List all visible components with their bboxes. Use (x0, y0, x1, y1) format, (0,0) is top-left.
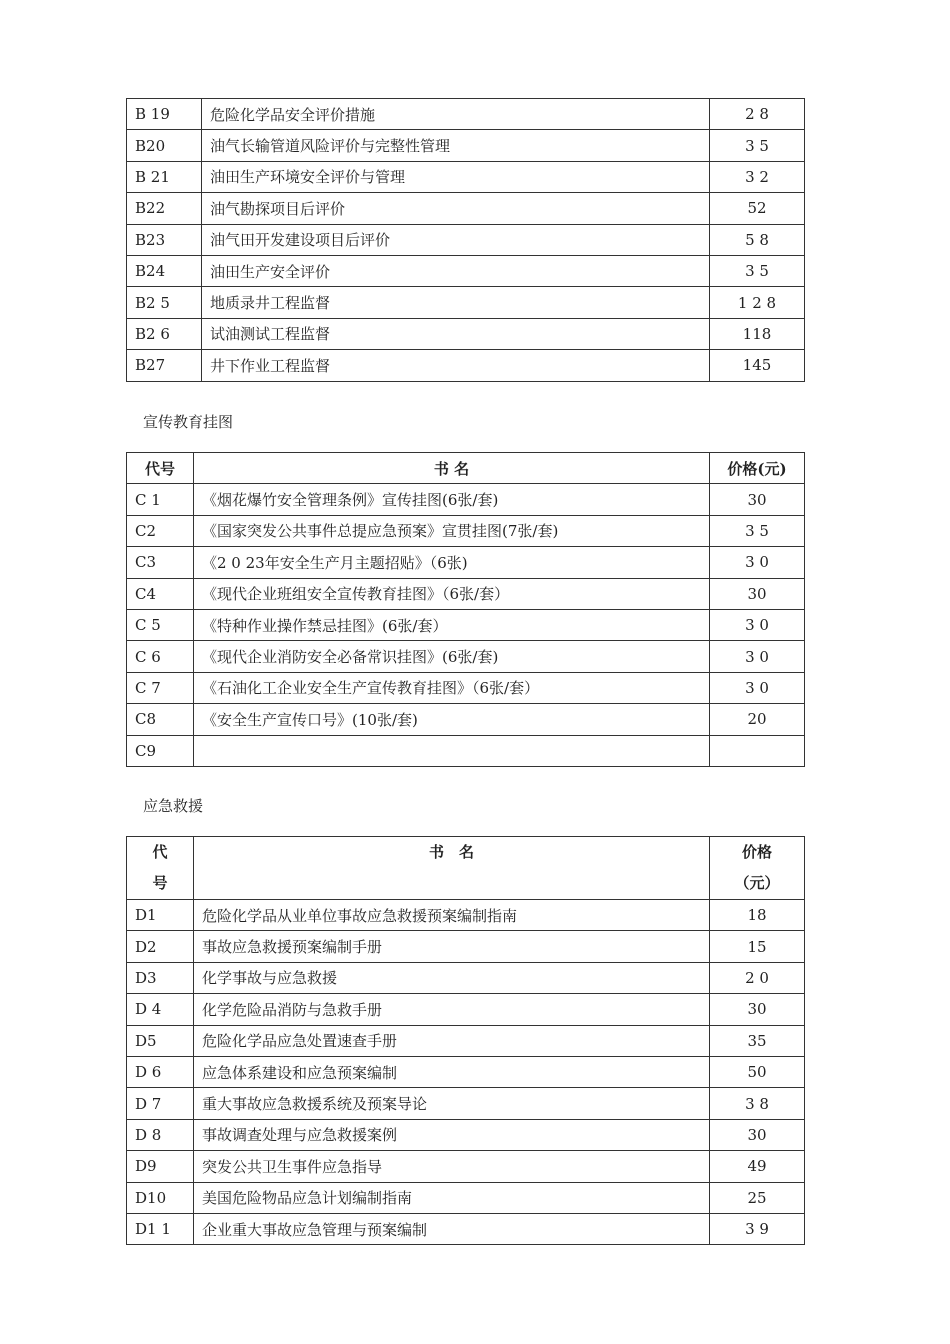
header-name: 书 名 (194, 453, 710, 484)
table-row (127, 900, 805, 931)
title-cell: 危险化学品应急处置速查手册 (194, 1025, 710, 1056)
price-cell: 30 (710, 994, 805, 1025)
code-cell: D 7 (127, 1088, 194, 1119)
code-cell: C8 (127, 704, 194, 735)
price-cell: 18 (710, 900, 805, 931)
price-cell: 3 0 (710, 609, 805, 640)
price-cell: 3 5 (710, 515, 805, 546)
code-cell: D9 (127, 1151, 194, 1182)
title-cell: 试油测试工程监督 (202, 318, 710, 349)
price-cell: 3 5 (710, 255, 805, 286)
code-cell: C 5 (127, 609, 194, 640)
code-cell: C 7 (127, 672, 194, 703)
title-cell: 应急体系建设和应急预案编制 (194, 1056, 710, 1087)
table-header-row (127, 837, 805, 900)
title-cell: 油气长输管道风险评价与完整性管理 (202, 130, 710, 161)
price-cell: 50 (710, 1056, 805, 1087)
table-header-row (127, 453, 805, 484)
title-cell: 《特种作业操作禁忌挂图》(6张/套） (194, 609, 710, 640)
title-cell: 《现代企业消防安全必备常识挂图》(6张/套) (194, 641, 710, 672)
table-row (127, 224, 805, 255)
price-cell: 3 9 (710, 1213, 805, 1244)
table-row (127, 515, 805, 546)
code-cell: D2 (127, 931, 194, 962)
code-cell: D 4 (127, 994, 194, 1025)
code-cell: B20 (127, 130, 202, 161)
code-cell: D1 (127, 900, 194, 931)
code-cell: C3 (127, 547, 194, 578)
price-cell: 3 5 (710, 130, 805, 161)
price-cell: 3 0 (710, 547, 805, 578)
code-cell: B2 5 (127, 287, 202, 318)
code-cell: B27 (127, 350, 202, 381)
price-cell: 118 (710, 318, 805, 349)
price-cell: 25 (710, 1182, 805, 1213)
code-cell: C 1 (127, 484, 194, 515)
header-name: 书 名 (194, 837, 710, 900)
table-row (127, 962, 805, 993)
code-cell: D 6 (127, 1056, 194, 1087)
code-cell: B 21 (127, 161, 202, 192)
price-cell: 15 (710, 931, 805, 962)
code-cell: D3 (127, 962, 194, 993)
code-cell: C2 (127, 515, 194, 546)
table-row (127, 578, 805, 609)
title-cell: 油田生产安全评价 (202, 255, 710, 286)
title-cell: 油气勘探项目后评价 (202, 193, 710, 224)
price-cell: 35 (710, 1025, 805, 1056)
title-cell: 《石油化工企业安全生产宣传教育挂图》（6张/套） (194, 672, 710, 703)
code-cell: B22 (127, 193, 202, 224)
price-cell: 2 0 (710, 962, 805, 993)
title-cell: 事故应急救援预案编制手册 (194, 931, 710, 962)
price-cell: 3 0 (710, 672, 805, 703)
table-row (127, 609, 805, 640)
table-row (127, 547, 805, 578)
title-cell: 事故调查处理与应急救援案例 (194, 1119, 710, 1150)
section-c-title: 宣传教育挂图 (143, 413, 234, 431)
table-row (127, 1151, 805, 1182)
price-cell: 30 (710, 578, 805, 609)
table-row (127, 161, 805, 192)
title-cell: 《国家突发公共事件总提应急预案》宣贯挂图(7张/套) (194, 515, 710, 546)
table-row (127, 1182, 805, 1213)
price-cell: 3 8 (710, 1088, 805, 1119)
table-row (127, 193, 805, 224)
price-cell: 49 (710, 1151, 805, 1182)
title-cell (194, 735, 710, 766)
table-section-b (126, 98, 805, 382)
table-row (127, 641, 805, 672)
title-cell: 地质录井工程监督 (202, 287, 710, 318)
table-row (127, 704, 805, 735)
title-cell: 《现代企业班组安全宣传教育挂图》（6张/套） (194, 578, 710, 609)
title-cell: 油田生产环境安全评价与管理 (202, 161, 710, 192)
code-cell: D1 1 (127, 1213, 194, 1244)
title-cell: 危险化学品从业单位事故应急救援预案编制指南 (194, 900, 710, 931)
table-row (127, 931, 805, 962)
code-cell: B 19 (127, 99, 202, 130)
header-code-line2: 号 (152, 874, 168, 892)
title-cell: 《2 0 23年安全生产月主题招贴》（6张) (194, 547, 710, 578)
code-cell: C9 (127, 735, 194, 766)
table-row (127, 99, 805, 130)
table-row (127, 1025, 805, 1056)
table-row (127, 350, 805, 381)
table-section-d (126, 836, 805, 1245)
table-row (127, 130, 805, 161)
code-cell: C 6 (127, 641, 194, 672)
price-cell: 30 (710, 484, 805, 515)
header-price-line2: （元） (734, 874, 780, 892)
title-cell: 化学事故与应急救援 (194, 962, 710, 993)
table-row (127, 255, 805, 286)
code-cell: B24 (127, 255, 202, 286)
header-price (710, 837, 805, 900)
section-d-title: 应急救援 (143, 797, 204, 815)
header-price-line1: 价格 (741, 843, 772, 861)
title-cell: 危险化学品安全评价措施 (202, 99, 710, 130)
code-cell: B23 (127, 224, 202, 255)
table-row (127, 287, 805, 318)
title-cell: 油气田开发建设项目后评价 (202, 224, 710, 255)
title-cell: 企业重大事故应急管理与预案编制 (194, 1213, 710, 1244)
title-cell: 《烟花爆竹安全管理条例》宣传挂图(6张/套) (194, 484, 710, 515)
header-code (127, 837, 194, 900)
price-cell: 52 (710, 193, 805, 224)
table-row (127, 318, 805, 349)
title-cell: 重大事故应急救援系统及预案导论 (194, 1088, 710, 1119)
price-cell: 145 (710, 350, 805, 381)
table-row (127, 1119, 805, 1150)
price-cell: 1 2 8 (710, 287, 805, 318)
header-price: 价格(元) (710, 453, 805, 484)
table-row (127, 484, 805, 515)
price-cell: 3 2 (710, 161, 805, 192)
code-cell: D5 (127, 1025, 194, 1056)
table-row (127, 735, 805, 766)
code-cell: D10 (127, 1182, 194, 1213)
table-row (127, 994, 805, 1025)
title-cell: 化学危险品消防与急救手册 (194, 994, 710, 1025)
table-row (127, 1213, 805, 1244)
price-cell: 30 (710, 1119, 805, 1150)
header-code-line1: 代 (152, 843, 168, 861)
price-cell: 5 8 (710, 224, 805, 255)
code-cell: C4 (127, 578, 194, 609)
price-cell: 20 (710, 704, 805, 735)
title-cell: 《安全生产宣传口号》(10张/套) (194, 704, 710, 735)
price-cell: 2 8 (710, 99, 805, 130)
title-cell: 突发公共卫生事件应急指导 (194, 1151, 710, 1182)
table-section-c (126, 452, 805, 767)
header-code: 代号 (127, 453, 194, 484)
title-cell: 美国危险物品应急计划编制指南 (194, 1182, 710, 1213)
table-row (127, 1088, 805, 1119)
table-row (127, 1056, 805, 1087)
price-cell (710, 735, 805, 766)
table-row (127, 672, 805, 703)
title-cell: 井下作业工程监督 (202, 350, 710, 381)
code-cell: D 8 (127, 1119, 194, 1150)
code-cell: B2 6 (127, 318, 202, 349)
price-cell: 3 0 (710, 641, 805, 672)
